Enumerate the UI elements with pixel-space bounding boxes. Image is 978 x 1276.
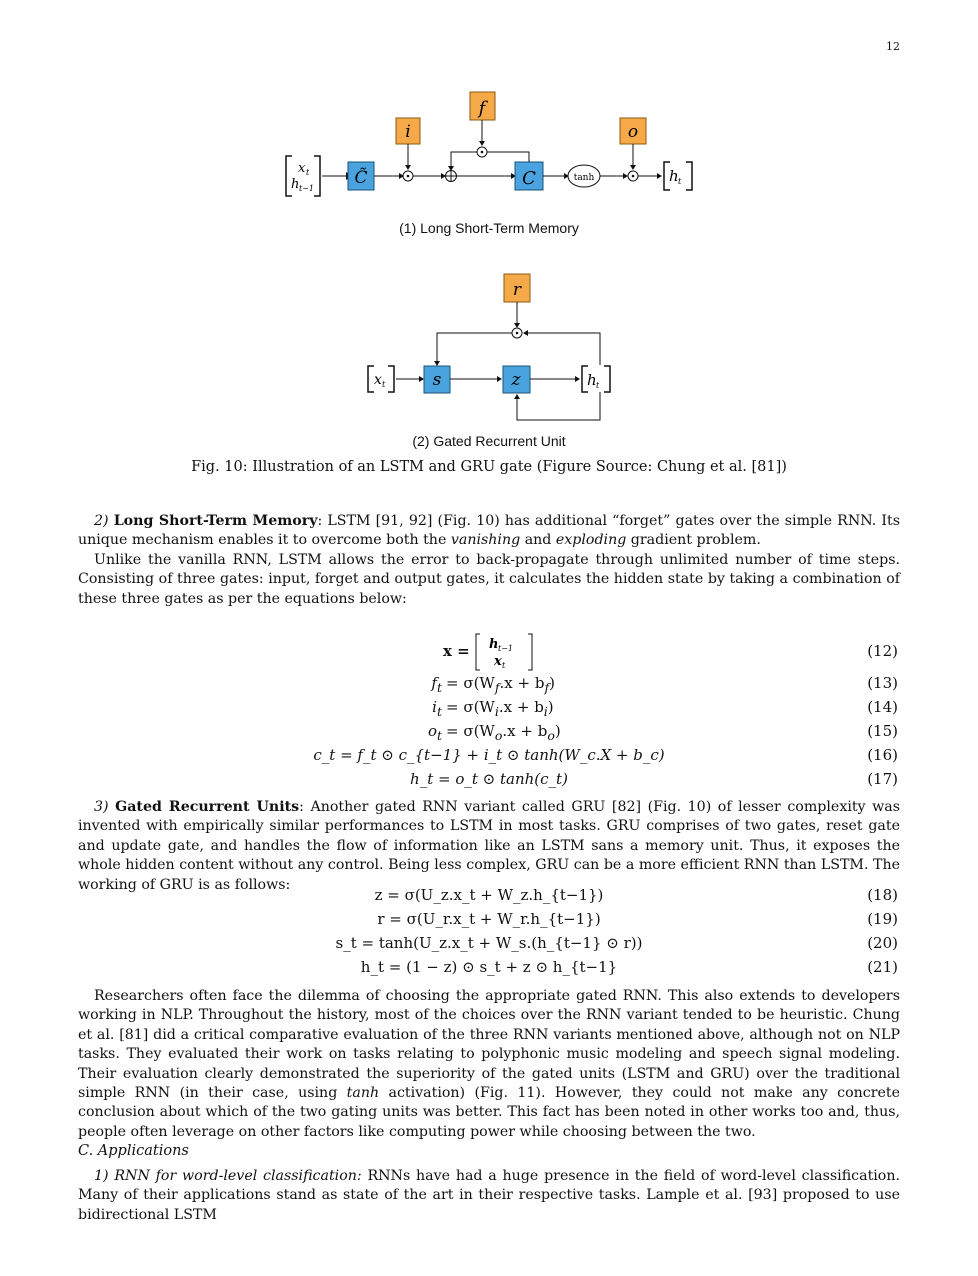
equation-16: c_t = f_t ⊙ c_{t−1} + i_t ⊙ tanh(W_c.X + b_c) (16) <box>313 746 898 764</box>
svg-text:tanh: tanh <box>573 173 595 183</box>
equation-12: x = h t−1 x t (12) <box>0 632 978 672</box>
lstm-paragraph-1: 2) Long Short-Term Memory: LSTM [91, 92] (Fig. 10) has additional “forget” gates over the simple RNN. Its unique mechanism enables it to overcome both the vanishing and exploding gradient problem. <box>78 513 901 549</box>
figure-caption: Fig. 10: Illustration of an LSTM and GRU gate (Figure Source: Chung et al. [81]) <box>191 459 787 475</box>
svg-text:C̃: C̃ <box>354 168 368 188</box>
gru-caption: (2) Gated Recurrent Unit <box>412 433 566 449</box>
svg-text:h: h <box>587 371 597 389</box>
svg-text:h: h <box>669 167 679 185</box>
svg-text:t−1: t−1 <box>299 184 315 193</box>
researchers-paragraph: Researchers often face the dilemma of choosing the appropriate gated RNN. This also extends to developers working in NLP. Throughout the history, most of the choices over the RNN variant tended to be heuristic. Chung et al. [81] did a critical comparative evaluation of the three RNN variants mentioned above, although not on NLP tasks. They evaluated their work on tasks relating to polyphonic music modeling and speech signal modeling. Their evaluation clearly demonstrated the superiority of the gated units (LSTM and GRU) over the traditional simple RNN (in their case, using tanh activation) (Fig. 11). However, they could not make any concrete conclusion about which of the two gating units was better. This fact has been noted in other works too and, thus, people often leverage on other factors like computing power while choosing between the two. <box>78 988 901 1140</box>
lstm-paragraph-2: Unlike the vanilla RNN, LSTM allows the error to back-propagate through unlimited number of time steps. Consisting of three gates: input, forget and output gates, it calculates the hidden state by taking a combination of these three gates as per the equations below: <box>78 552 900 607</box>
svg-text:x: x <box>298 161 306 176</box>
svg-text:h: h <box>291 177 300 192</box>
svg-text:r: r <box>512 280 522 300</box>
svg-text:t: t <box>502 661 506 670</box>
equation-20: s_t = tanh(U_z.x_t + W_s.(h_{t−1} ⊙ r)) (20) <box>335 934 898 952</box>
svg-text:x: x <box>374 372 382 388</box>
applications-heading: C. Applications <box>78 1143 189 1159</box>
gru-paragraph: 3) Gated Recurrent Units: Another gated RNN variant called GRU [82] (Fig. 10) of lesser complexity was invented with empirically similar performances to LSTM in most tasks. GRU comprises of two gates, reset gate and update gate, and handles the flow of information like an LSTM sans a memory unit. Thus, it exposes the whole hidden content without any control. Being less complex, GRU can be a more efficient RNN than LSTM. The working of GRU is as follows: <box>78 799 900 893</box>
svg-text:z: z <box>511 370 521 390</box>
svg-text:f: f <box>478 98 486 119</box>
svg-text:h: h <box>489 637 499 652</box>
equation-18: z = σ(U_z.x_t + W_z.h_{t−1}) (18) <box>374 886 898 904</box>
equation-19: r = σ(U_r.x_t + W_r.h_{t−1}) (19) <box>377 910 898 928</box>
svg-text:o: o <box>627 122 639 142</box>
equation-17: h_t = o_t ⊙ tanh(c_t) (17) <box>410 770 898 788</box>
svg-text:s: s <box>432 370 442 390</box>
svg-text:t−1: t−1 <box>498 644 514 653</box>
svg-text:i: i <box>405 122 411 142</box>
page-number: 12 <box>886 40 900 53</box>
svg-text:t: t <box>678 177 682 186</box>
lstm-diagram <box>270 88 710 208</box>
equation-15: $o_t$ = $\sigma(W_o.x + b_o)$ (15) <box>427 722 898 743</box>
svg-text:t: t <box>306 168 310 177</box>
equation-14: $i_t$ = $\sigma(W_i.x + b_i)$ (14) <box>432 698 898 719</box>
lstm-caption: (1) Long Short-Term Memory <box>399 220 579 236</box>
svg-text:x: x <box>494 654 502 669</box>
equation-21: h_t = (1 − z) ⊙ s_t + z ⊙ h_{t−1} (21) <box>360 958 898 976</box>
svg-text:C: C <box>522 168 536 189</box>
equation-13: $f_t$ = $\sigma(W_f.x + b_f)$ (13) <box>431 674 898 695</box>
svg-text:t: t <box>596 381 600 390</box>
applications-paragraph: 1) RNN for word-level classification: RNNs have had a huge presence in the field of word-level classification. Many of their applications stand as state of the art in their respective tasks. Lample et al. [93] proposed to use bidirectional LSTM <box>78 1168 900 1223</box>
svg-text:t: t <box>382 380 386 389</box>
gru-diagram <box>360 270 620 430</box>
